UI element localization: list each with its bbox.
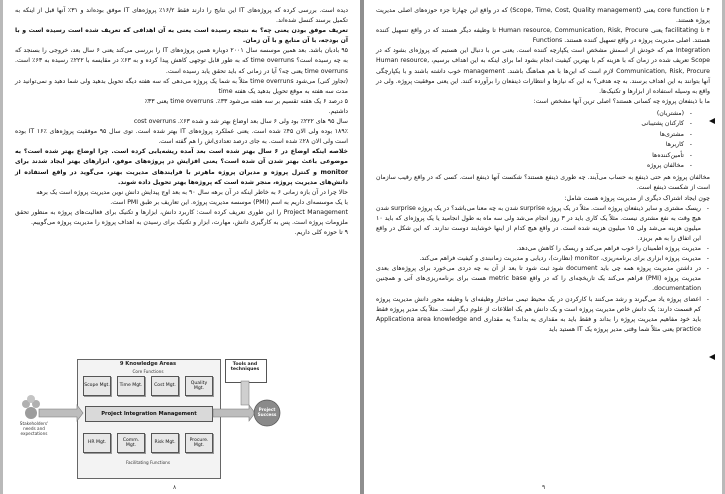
list-item: - تأمین‌کننده‌ها	[376, 151, 692, 161]
core-functions-label: Core Functions	[132, 369, 164, 374]
left-paragraph: ۱۸۹٪ بوده ولی الان ۴۵٪ شده است. یعنی عملکرد پروژه‌های IT بهتر شده است. توی سال ۹۵ موفقیت پروژه‌های IT ۱۶٪ بوده است ولی الان ۲۸٪ شده است. به جای درصد تعدادی‌اش را هم گفته است.	[15, 128, 348, 146]
risk-mgt-box: Risk Mgt.	[151, 433, 179, 453]
bullet-item: - ریسک مشتری و سایر ذینفعان پروژه است. مثلاً در یک پروژه surprise شدن به چه معنا می‌باشد؟ در یک پروژه surprise شدن هیچ وقت به نفع مشتری نیست. مثلاً یک کاری باید در ۳ روز انجام می‌شد ولی سه ماه به طول انجامید یا یک پروژه‌ای که باید ۱۰ میلیون هزینه می‌شد ولی ۱۵ میلیون هزینه شده است. در واقع هیچ کدام از اینها خوشایند دوست ندارند. که این شکل در واقع این اتفاق را به هم بریزد.	[376, 204, 710, 244]
hr-mgt-box: HR Mgt.	[83, 433, 111, 453]
bullet-item: - مدیریت پروژه ابزاری برای برنامه‌ریزی، monitor (نظارت)، ردیابی و مدیریت زمانبندی و کیفیت فراهم می‌کند.	[376, 254, 710, 264]
left-paragraph: دیده است. بررسی کرده که پروژه‌های IT این نتایج را دارند فقط ۱۶/۲٪ پروژه‌های IT موفق بوده‌اند و ۳۱٪ آنها قبل از اینکه به تکمیل برسند کنسل شده‌اند.	[15, 7, 348, 25]
diagram-arrows	[17, 357, 287, 487]
bullet-item: - اعضای پروژه یاد می‌گیرند و رشد می‌کنند با کارکردن در یک محیط تیمی ساختار وظیفه‌ای با وظیفه محور دانش مدیریت پروژه کم قسمت دارند: یک دانش خاص مدیریت پروژه است و یک دانش هم یک اطلاعات از علوم دیگر است. مثلاً یک مدیر پروژه فقط باید خود مفاهیم مدیریت پروژه را بداند و فقط باید به مقداری یه بداند؟ یه مقداری Applicationa area knowledge and practice یعنی مثلاً شما وقتی مدیر پروژه یک IT هستید باید	[376, 295, 710, 335]
facilitating-functions-label: Facilitating Functions	[125, 460, 171, 465]
right-paragraph: Integration هم که خودش از اسمش مشخص است یکپارچه کننده است. یعنی من با دنبال این هستیم که پروژه‌ای بشود که در Scope تعریف شده در زمان که با هزینه کم با بهترین کیفیت انجام بشود اما برای اینکه به این اهداف برسیم، Human resource, Communication, Risk, Procure لازم است که این‌ها با هم هماهنگ باشند. management خوب داشته باشند و با یکپارچگی آنها بتوانند به این اهداف برسند. به چه هدفی؟ به این که نیازها و انتظارات ذینفعان را برآورده کنند. این یعنی موفقیت پروژه. ولی در واقع به وسیله استفاده از ابزارها و تکنیک‌ها.	[376, 47, 710, 95]
cost-mgt-box: Cost Mgt.	[151, 376, 179, 396]
margin-arrow-icon	[709, 354, 717, 360]
bullet-item: - مدیریت پروژه اطمینان را خوب فراهم می‌کند و ریسک را کاهش می‌دهد.	[376, 244, 710, 254]
comm-mgt-box: Comm. Mgt.	[117, 433, 145, 453]
left-paragraph: تعریف موفق بودن یعنی چه؟ به نتیجه رسیده است یعنی به آن اهدافی که تعریف شده است رسیده است و با آن بودجه، با آن منابع و با آن زمان.	[15, 27, 348, 45]
tools-label: Tools and techniques	[230, 362, 260, 372]
diagram-title: 9 Knowledge Areas	[119, 361, 177, 367]
page-number: ۹	[542, 484, 546, 491]
left-paragraph: Project Management را این طوری تعریف کرده است: کاربرد دانش، ابزارها و تکنیک برای فعالیت‌های پروژه به منظور تحقق ملزومات پروژه است. پس به کارگیری دانش، مهارت، ابزار و تکنیک برای رسیدن به اهداف پروژه را مدیریت پروژه می‌گوییم.	[15, 208, 348, 226]
list-item: - کارکنان پشتیبانی	[376, 119, 692, 129]
left-paragraph: ۹ تا حوزه کلی داریم.	[294, 229, 348, 237]
right-paragraph: ما با ذینفعان پروژه چه کسانی هستند؟ اصلی ترین آنها مشخص است:	[533, 97, 710, 105]
list-item: - کاربرها	[376, 140, 692, 150]
right-page-text	[376, 6, 710, 335]
procure-mgt-box: Procure. Mgt.	[185, 433, 213, 453]
left-page-text	[15, 6, 348, 238]
list-item: - مشتری‌ها	[376, 130, 692, 140]
left-paragraph: ۵ درصد ۶ یک هفته تقسیم بر سه هفته می‌شود ۳۳٪. time overruns یعنی ۳۳٪	[144, 97, 348, 105]
list-item: - مخالفان پروژه	[376, 161, 692, 171]
knowledge-areas-diagram	[17, 357, 287, 487]
left-paragraph: با یک موسسه‌ای داریم به اسم (PMI) موسسه مدیریت پروژه. این تعاریف بر طبق PMI است.	[110, 198, 348, 206]
left-page	[3, 0, 360, 494]
left-paragraph: سال ۹۵ های ۲۲۲٪ بود ولی ۶ سال بعد اوضاع بهتر شد و شده ۶۳٪. cost overruns	[133, 118, 348, 126]
project-success-label: Project Success	[257, 407, 277, 417]
scope-mgt-box: Scope Mgt.	[83, 376, 111, 396]
left-paragraph: داشتیم.	[328, 107, 348, 115]
stakeholders-label: Stakeholders' needs and expectations	[19, 421, 49, 436]
right-paragraph: مخالفان پروژه هم حتی ذینفع به حساب می‌آیند. چه طوری ذینفع هستند؟ شکست آنها ذینفع است. کسی که در واقع رقیب سازمان است از شکست ذینفع است.	[376, 174, 710, 192]
integration-management-bar: Project Integration Management	[85, 406, 213, 422]
right-paragraph: چون ایجاد اشتراک دیگری از مدیریت پروژه هست شامل:	[564, 194, 710, 202]
left-paragraph: خلاصه اینکه اوضاع در ۶ سال بهتر شده است بعد آمده ریشه‌یابی کرده است. چرا اوضاع بهتر شده است؟ به موضوعی باعث بهتر شدن آن شده است؟ یعنی افزایش در پروژه‌های موفق، ابزارهای بهتر ایجاد شدند برای monitor و کنترل پروژه و مدیران پروژه ماهرتر با فرایندهای مدیریت بهتر، می‌گوید در واقع استفاده از دانش‌های مدیریت پروژه، منجر شده است که پروژه‌ها بهتر تحویل داده شوند.	[15, 148, 349, 186]
list-item: - (مشتریان)	[376, 109, 692, 119]
margin-arrow-icon	[709, 118, 717, 124]
page-number: ۸	[173, 484, 177, 491]
left-paragraph: (تجاوز کنی) می‌شود time overruns مثلاً به شما یک پروژه می‌دهی که سه هفته دیگه تحویل بدهید ولی شما دهید و نمی‌توانید در مدت سه هفته به موقع تحویل بدهید یک هفته time	[15, 77, 349, 95]
left-paragraph: حالا چرا در آن بازه زمانی ۶ به خاطر اینکه در آن برهه سال ۹۰ به بعد اوج پیدایش دانش نوین مدیریت پروژه است یک برهه	[36, 188, 348, 196]
right-page	[364, 0, 722, 494]
quality-mgt-box: Quality Mgt.	[185, 376, 213, 396]
left-paragraph: ۹۵ بادبان باشد. بعد همین موسسه سال ۲۰۰۱ دوباره همین پروژه‌های IT را بررسی می‌کند یعنی ۶ سال بعد، خروجی را بسنجد که به چه رسیده است؟ time overruns که به طور قابل توجهی کاهش پیدا کرده و به ۶۳٪ در مقایسه با ۲۲۲٪ رسیده به ۶۳٪ است. time overruns یعنی چه؟ آیا در زمانی که باید تحقق یابد رسیده است.	[15, 47, 349, 75]
time-mgt-box: Time Mgt.	[117, 376, 145, 396]
stakeholders-list	[376, 109, 710, 171]
right-paragraph: ۴ تا facilitating یعنی Human resource, Communication, Risk, Procure تا وظیفه دیگر هستند که در واقع تسهیل کننده هستند. اصلی مدیریت پروژه در واقع تسهیل کننده هستند. Functions	[376, 27, 711, 45]
bullet-item: - در داشتن مدیریت پروژه همه چی باید document شود ثبت شود تا بعد از آن به چه دردی می‌خورد برای پروژه‌های بعدی مدیریت پروژه (PMI) فراهم می‌کند یک تاریخچه‌ای را که در واقع metric base هست برای برنامه‌ریزی‌های آتی و همچنین documentation.	[376, 264, 710, 294]
right-paragraph: ۴ تا core function یعنی (Scope, Time, Cost, Quality management) که در واقع این چهارتا جزء حوزه‌های اصلی مدیریت پروژه هستند.	[376, 7, 710, 25]
